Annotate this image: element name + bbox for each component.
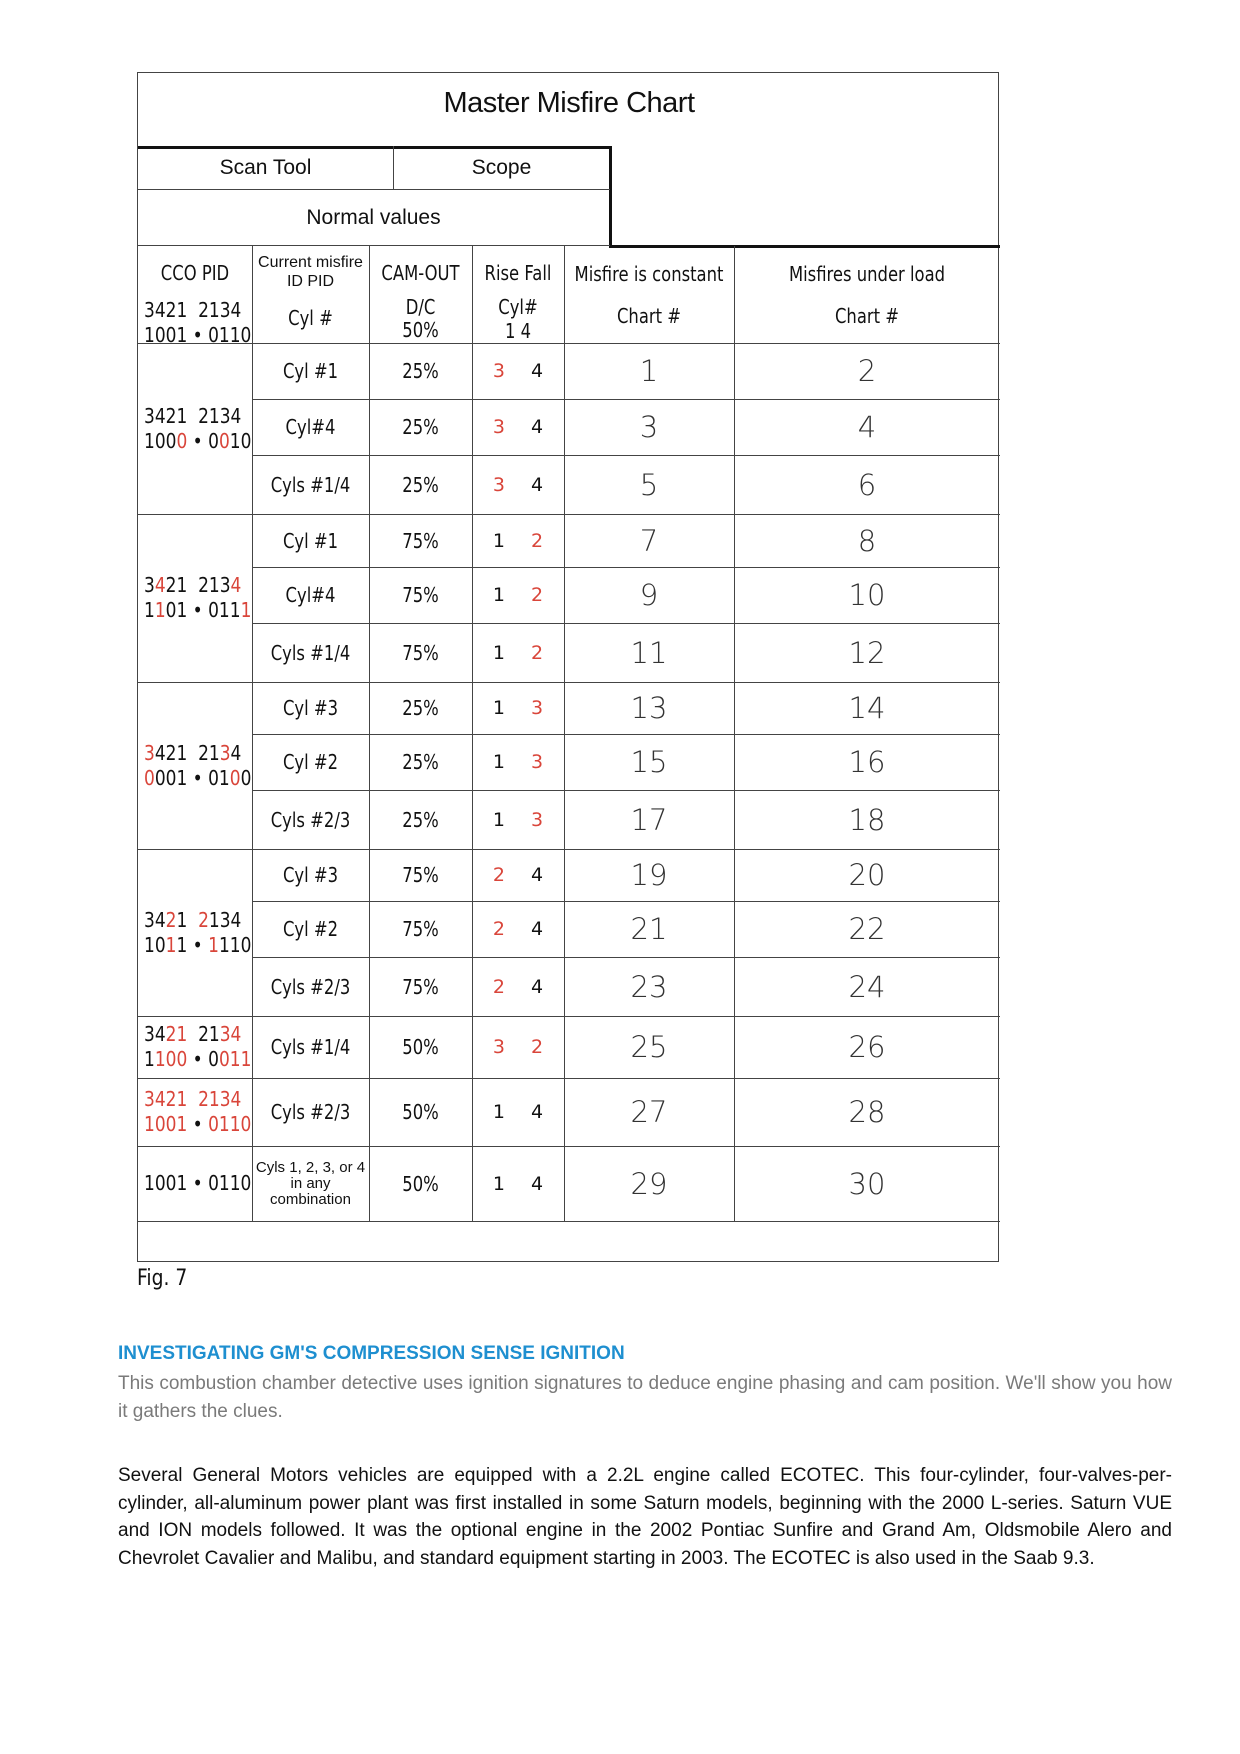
cyl-header-label: Cyl #: [288, 306, 333, 330]
constant-chart-number: 3: [639, 410, 659, 444]
pid-digit-run: 0: [218, 428, 230, 453]
cylinder-cell: Cyl #3: [282, 863, 339, 887]
rise-fall-cell: [472, 514, 564, 567]
rise-fall-cell: [472, 1016, 564, 1078]
pid-digit-run: 4: [154, 573, 166, 597]
pid-digit-run: 134: [208, 907, 242, 932]
pid-digit-run: 2134: [198, 1087, 242, 1111]
cylinder-cell: Cyl #3: [282, 696, 339, 720]
cylinder-cell: Cyls #1/4: [270, 472, 351, 497]
pid-digit-run: 1: [165, 932, 177, 957]
cco-pid-label: CCO PID: [160, 261, 230, 285]
fall-value: 4: [531, 918, 544, 940]
cyl-number-label: Cyl#: [498, 295, 538, 319]
dc-normal-value: 50%: [402, 318, 439, 342]
cam-out-duty-cycle: 50%: [402, 1035, 439, 1059]
pid-line-2: [144, 766, 255, 791]
article-heading: INVESTIGATING GM'S COMPRESSION SENSE IGNITION: [118, 1343, 625, 1364]
cylinder-cell: Cyl#4: [285, 583, 336, 607]
master-misfire-chart: [137, 72, 999, 1262]
current-misfire-label: Current misfire ID PID: [258, 254, 363, 290]
rise-value: 1: [492, 697, 505, 719]
fall-value: 4: [531, 473, 544, 496]
cam-out-duty-cycle: 25%: [402, 415, 439, 439]
rise-value: 2: [492, 975, 505, 998]
constant-chart-number: 7: [639, 523, 659, 558]
pid-digit-run: 01 • 011: [165, 598, 241, 622]
pid-digit-run: 1: [240, 598, 252, 622]
cylinder-cell: Cyls #1/4: [270, 640, 351, 665]
cam-out-duty-cycle: 75%: [402, 917, 439, 941]
load-chart-number: 24: [848, 969, 886, 1004]
rise-fall-cell: [472, 957, 564, 1016]
grid-line-vertical: [369, 682, 370, 734]
pid-line-2: [144, 933, 255, 958]
cam-out-duty-cycle: 25%: [402, 750, 439, 774]
fall-value: 4: [531, 864, 544, 886]
pid-line-1: [144, 741, 255, 766]
normal-pid-value: 3421 2134 1001 • 0110: [144, 298, 252, 347]
group-pid-cell: [144, 514, 274, 682]
load-chart-number: 16: [848, 745, 886, 779]
rise-value: 1: [492, 751, 505, 773]
constant-chart-number: 17: [630, 802, 668, 837]
rise-value: 1: [492, 641, 505, 664]
pid-digit-run: 100: [144, 428, 177, 453]
rise-fall-cell: [472, 790, 564, 849]
pid-digit-run: 3421: [144, 1087, 188, 1111]
rise-fall-cell: [472, 682, 564, 734]
pid-digit-run: 1: [144, 598, 155, 622]
pid-line-2: [144, 1112, 255, 1137]
pid-digit-run: 421 21: [154, 740, 220, 765]
cam-out-duty-cycle: 75%: [402, 528, 439, 553]
constant-misfire-label: Misfire is constant: [574, 262, 724, 286]
pid-digit-run: 100: [154, 1047, 188, 1071]
rise-fall-cell: [472, 734, 564, 790]
pid-line-1: [144, 908, 255, 933]
constant-chart-number: 9: [639, 578, 659, 612]
rise-value: 1: [492, 1172, 505, 1195]
rise-fall-cell: [472, 343, 564, 399]
rise-fall-cell: [472, 623, 564, 682]
group-pid-cell: [144, 1016, 274, 1078]
figure-label: Fig. 7: [137, 1266, 188, 1291]
pid-digit-run: 21: [165, 1022, 188, 1046]
load-chart-number: 26: [848, 1030, 886, 1064]
load-chart-number: 18: [848, 802, 886, 837]
cam-out-duty-cycle: 50%: [402, 1100, 439, 1124]
pid-line-2: [144, 598, 255, 623]
pid-digit-run: 21 213: [165, 573, 231, 597]
pid-digit-run: 0: [208, 428, 219, 453]
group-pid-cell: [144, 849, 274, 1016]
grid-line-vertical: [734, 246, 735, 343]
pid-line-2: [144, 1171, 255, 1196]
grid-line-vertical: [252, 343, 253, 514]
load-chart-number: 14: [848, 691, 886, 725]
constant-chart-number: 13: [630, 691, 668, 725]
cam-out-duty-cycle: 75%: [402, 640, 439, 665]
pid-digit-run: 2: [165, 907, 177, 932]
load-chart-label: Chart #: [834, 304, 900, 328]
load-chart-number: 28: [848, 1095, 886, 1129]
fall-value: 3: [531, 808, 544, 831]
cam-out-duty-cycle: 25%: [402, 696, 439, 720]
cam-out-duty-cycle: 25%: [402, 359, 439, 383]
pid-digit-run: 1: [154, 598, 166, 622]
fall-value: 2: [531, 529, 544, 552]
pid-digit-run: 1: [144, 1047, 155, 1071]
cam-out-duty-cycle: 75%: [402, 974, 439, 999]
cylinder-cell: Cyl #2: [282, 750, 339, 774]
pid-digit-run: 10: [229, 428, 252, 453]
grid-line-vertical: [369, 623, 370, 682]
pid-digit-run: 1: [176, 907, 199, 932]
grid-line-vertical: [369, 343, 370, 399]
constant-chart-number: 11: [630, 635, 668, 670]
grid-line-vertical: [369, 567, 370, 623]
cylinder-cell: Cyls #2/3: [270, 1100, 351, 1124]
fall-value: 2: [531, 1036, 544, 1058]
grid-line-vertical: [252, 682, 253, 849]
rise-fall-cell: [472, 1146, 564, 1221]
cam-out-duty-cycle: 25%: [402, 807, 439, 832]
dc-label: D/C: [405, 295, 436, 319]
constant-chart-number: 27: [630, 1095, 668, 1129]
fall-value: 4: [531, 975, 544, 998]
cylinder-cell: Cyl #2: [282, 917, 339, 941]
rise-fall-cell: [472, 901, 564, 957]
constant-chart-number: 5: [639, 467, 659, 502]
chart-title: Master Misfire Chart: [443, 86, 695, 119]
pid-digit-run: 3: [219, 740, 231, 765]
normal-values-label: Normal values: [306, 205, 441, 229]
pid-digit-run: 2: [198, 907, 209, 932]
pid-digit-run: 0: [240, 765, 252, 790]
rise-fall-label: Rise Fall: [484, 261, 552, 285]
scope-label: Scope: [471, 156, 532, 179]
grid-line-vertical: [369, 1016, 370, 1078]
grid-line-vertical: [369, 957, 370, 1016]
cylinder-cell: Cyl#4: [285, 415, 336, 439]
fall-value: 4: [531, 360, 544, 382]
grid-line-vertical: [369, 455, 370, 514]
pid-digit-run: 21: [198, 1022, 220, 1046]
fall-value: 4: [531, 1101, 544, 1123]
pid-digit-run: 1001 • 0110: [144, 1171, 252, 1195]
load-chart-number: 2: [857, 354, 877, 388]
pid-digit-run: 001 • 01: [154, 765, 230, 790]
scan-tool-label: Scan Tool: [219, 156, 312, 179]
load-chart-number: 8: [857, 523, 877, 558]
cylinder-cell: Cyl #1: [282, 359, 339, 383]
pid-digit-run: 0110: [208, 1112, 252, 1136]
load-chart-number: 6: [857, 467, 877, 502]
pid-digit-run: 3: [144, 573, 155, 597]
constant-chart-number: 19: [630, 858, 668, 892]
grid-line-vertical: [369, 514, 370, 567]
rise-fall-cell: [472, 849, 564, 901]
pid-digit-run: 110: [218, 932, 252, 957]
pid-digit-run: 34: [144, 1022, 166, 1046]
pid-digit-run: •: [187, 428, 209, 453]
load-chart-number: 20: [848, 858, 886, 892]
article-subheading: This combustion chamber detective uses ignition signatures to deduce engine phasing and cam position. We'll show you how it gathers the clues.: [118, 1373, 1172, 1422]
constant-chart-label: Chart #: [616, 304, 682, 328]
grid-line-vertical: [369, 1146, 370, 1221]
pid-digit-run: •: [187, 1112, 209, 1136]
grid-line-vertical: [369, 901, 370, 957]
pid-digit-run: 1 •: [176, 932, 209, 957]
rise-value: 1: [492, 529, 505, 552]
group-pid-cell: [144, 682, 274, 849]
pid-digit-run: 34: [219, 1022, 242, 1046]
pid-digit-run: 0: [144, 765, 155, 790]
pid-digit-run: [187, 1087, 198, 1111]
pid-digit-run: 1: [208, 932, 219, 957]
pid-line-1: [144, 404, 255, 429]
fall-value: 2: [531, 584, 544, 606]
article-body: Several General Motors vehicles are equipped with a 2.2L engine called ECOTEC. This four-cylinder, four-valves-per-cylinder, all-aluminum power plant was first installed in some Saturn models, beginning with the 2000 L-series. Saturn VUE and ION models followed. It was the optional engine in the 2002 Pontiac Sunfire and Grand Am, Oldsmobile Alero and Chevrolet Cavalier and Malibu, and standard equipment starting in 2003. The ECOTEC is also used in the Saab 9.3.: [118, 1465, 1172, 1569]
rise-value: 1: [492, 808, 505, 831]
rise-value: 1: [492, 1101, 505, 1123]
pid-digit-run: 34: [144, 907, 166, 932]
load-chart-number: 30: [848, 1166, 886, 1201]
constant-chart-number: 25: [630, 1030, 668, 1064]
load-chart-number: 22: [848, 912, 886, 946]
pid-digit-run: 3: [144, 740, 155, 765]
pid-line-1: [144, 1087, 255, 1112]
rise-value: 3: [492, 360, 505, 382]
constant-chart-number: 21: [630, 912, 668, 946]
cylinder-cell: Cyls #1/4: [270, 1035, 351, 1059]
load-chart-number: 12: [848, 635, 886, 670]
grid-line-vertical: [252, 849, 253, 1016]
load-chart-number: 4: [857, 410, 877, 444]
pid-digit-run: 0: [176, 428, 188, 453]
fall-value: 4: [531, 1172, 544, 1195]
rise-value: 3: [492, 473, 505, 496]
grid-line-horizontal: [138, 1221, 1000, 1222]
pid-digit-run: 4: [230, 573, 242, 597]
grid-line-vertical: [369, 849, 370, 901]
pid-digit-run: 10: [144, 932, 166, 957]
cam-out-duty-cycle: 75%: [402, 863, 439, 887]
constant-chart-number: 1: [639, 354, 659, 388]
pid-line-1: [144, 1022, 255, 1047]
pid-line-1: [144, 573, 255, 598]
cylinder-cell: Cyls #2/3: [270, 807, 351, 832]
group-pid-cell: [144, 1078, 274, 1146]
fall-value: 4: [531, 416, 544, 438]
cylinder-cell: Cyl #1: [282, 528, 339, 553]
rise-value: 3: [492, 416, 505, 438]
pid-digit-run: 1001: [144, 1112, 188, 1136]
grid-line-vertical: [369, 734, 370, 790]
pid-digit-run: 4: [230, 740, 242, 765]
fall-value: 3: [531, 697, 544, 719]
cam-out-duty-cycle: 75%: [402, 583, 439, 607]
constant-chart-number: 29: [630, 1166, 668, 1201]
grid-line-vertical: [369, 399, 370, 455]
grid-line-vertical: [564, 246, 565, 343]
cam-out-label: CAM-OUT: [381, 261, 460, 285]
pid-digit-run: •: [187, 1047, 209, 1071]
rise-value: 2: [492, 864, 505, 886]
rise-value: 1: [492, 584, 505, 606]
normal-rise-fall: 1 4: [504, 319, 532, 343]
rise-value: 2: [492, 918, 505, 940]
cylinder-cell: Cyls 1, 2, 3, or 4 in any combination: [255, 1158, 366, 1208]
pid-digit-run: [187, 1022, 198, 1046]
cco-pid-header: [138, 246, 252, 347]
grid-line-vertical: [369, 790, 370, 849]
pid-line-2: [144, 1047, 255, 1072]
constant-chart-number: 23: [630, 969, 668, 1004]
pid-digit-run: 011: [218, 1047, 252, 1071]
rise-fall-cell: [472, 399, 564, 455]
rise-fall-cell: [472, 567, 564, 623]
pid-digit-run: 0: [229, 765, 241, 790]
grid-line-vertical: [252, 1078, 253, 1146]
cam-out-duty-cycle: 50%: [402, 1171, 439, 1196]
cam-out-duty-cycle: 25%: [402, 472, 439, 497]
cylinder-cell: Cyls #2/3: [270, 974, 351, 999]
pid-digit-run: 3421 2134: [144, 403, 242, 428]
rise-fall-cell: [472, 455, 564, 514]
load-chart-number: 10: [848, 578, 886, 612]
under-load-label: Misfires under load: [788, 262, 946, 286]
pid-digit-run: 0: [208, 1047, 219, 1071]
rise-value: 3: [492, 1036, 505, 1058]
grid-line-vertical: [252, 514, 253, 682]
grid-line-vertical: [369, 246, 370, 343]
group-pid-cell: [144, 343, 274, 514]
grid-line-vertical: [252, 1016, 253, 1078]
grid-line-vertical: [369, 1078, 370, 1146]
grid-line-vertical: [472, 246, 473, 343]
fall-value: 2: [531, 641, 544, 664]
constant-chart-number: 15: [630, 745, 668, 779]
fall-value: 3: [531, 751, 544, 773]
rise-fall-cell: [472, 1078, 564, 1146]
pid-line-2: [144, 429, 255, 454]
